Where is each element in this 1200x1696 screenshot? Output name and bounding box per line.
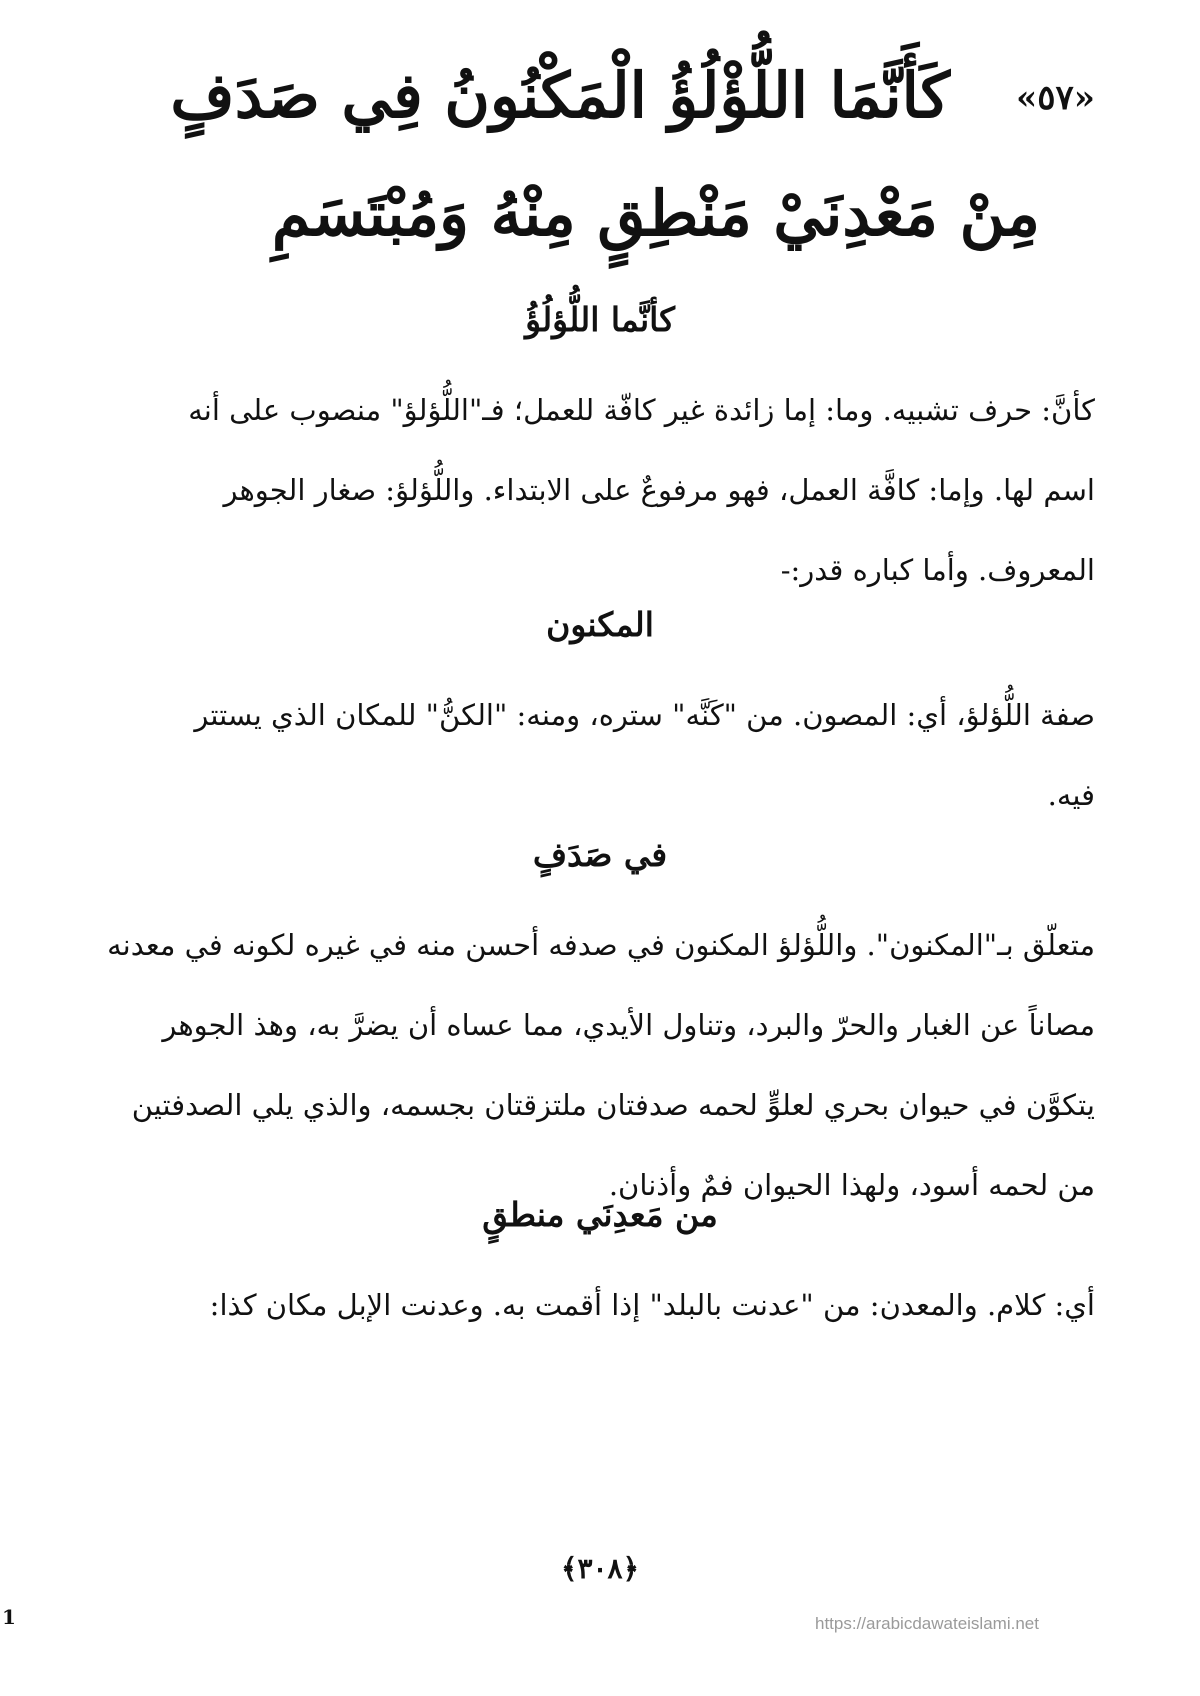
- paragraph-line: فيه.: [1047, 778, 1095, 812]
- section-paragraph-min-madinay: [60, 1265, 1095, 1345]
- verse-number: «٥٧»: [1015, 78, 1095, 118]
- watermark-url: https://arabicdawateislami.net: [815, 1614, 1039, 1633]
- paragraph-line: اسم لها. وإما: كافَّة العمل، فهو مرفوعٌ على الابتداء. واللُّؤلؤ: صغار الجوهر: [223, 473, 1095, 507]
- paragraph-line: متعلّق بـ"المكنون". واللُّؤلؤ المكنون في صدفه أحسن منه في غيره لكونه في معدنه: [107, 928, 1095, 962]
- paragraph-line: يتكوَّن في حيوان بحري لعلوٍّ لحمه صدفتان ملتزقتان بجسمه، والذي يلي الصدفتين: [131, 1088, 1095, 1122]
- section-paragraph-fi-sadaf: [60, 905, 1095, 1225]
- section-paragraph-maknun: [60, 675, 1095, 835]
- paragraph-line: كأنَّ: حرف تشبيه. وما: إما زائدة غير كافّة للعمل؛ فـ"اللُّؤلؤ" منصوب على أنه: [188, 393, 1095, 427]
- section-heading-fi-sadaf: في صَدَفٍ: [532, 835, 668, 874]
- paragraph-line: أي: كلام. والمعدن: من "عدنت بالبلد" إذا أقمت به. وعدنت الإبل مكان كذا:: [209, 1288, 1095, 1322]
- paragraph-line: صفة اللُّؤلؤ، أي: المصون. من "كَنَّه" ستره، ومنه: "الكنُّ" للمكان الذي يستتر: [194, 698, 1095, 732]
- edge-mark: 1: [2, 1605, 16, 1629]
- section-heading-maknun: المكنون: [546, 605, 654, 644]
- paragraph-line: من لحمه أسود، ولهذا الحيوان فمٌ وأذنان.: [608, 1168, 1095, 1202]
- verse-line-1: كَأَنَّمَا اللُّؤْلُؤُ الْمَكْنُونُ فِي صَدَفٍ: [170, 59, 950, 132]
- paragraph-line: المعروف. وأما كباره قدر:-: [780, 553, 1095, 587]
- section-heading-min-madinay: من مَعدِنَي منطقٍ: [482, 1195, 718, 1234]
- section-heading-ka-annama: كأنَّما اللُّؤلُؤُ: [525, 300, 675, 339]
- verse-line-2: مِنْ مَعْدِنَيْ مَنْطِقٍ مِنْهُ وَمُبْتَسَمِ: [271, 177, 1040, 250]
- paragraph-line: مصاناً عن الغبار والحرّ والبرد، وتناول الأيدي، مما عساه أن يضرَّ به، وهذ الجوهر: [162, 1008, 1095, 1042]
- section-paragraph-ka-annama: [60, 370, 1095, 610]
- page-number: ﴿٣٠٨﴾: [561, 1552, 639, 1585]
